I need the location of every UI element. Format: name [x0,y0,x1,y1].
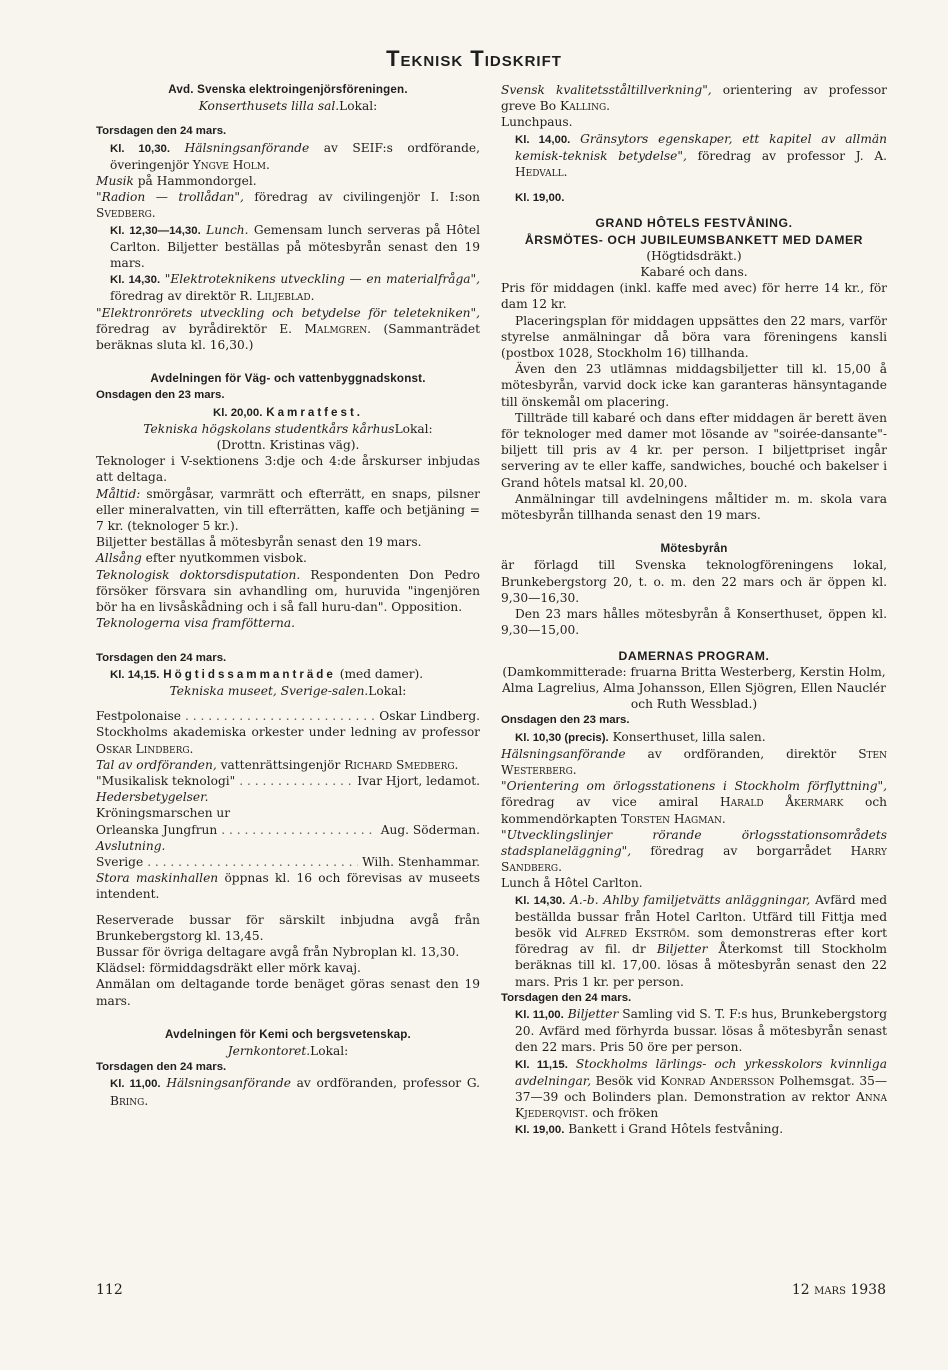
text: föredrag av direktör R. [110,289,257,304]
paragraph [96,189,480,221]
text: av SEIF:s ordförande, överingenjör [110,140,481,172]
paragraph [96,960,480,976]
time-line [501,189,887,206]
spacer [96,632,480,650]
text: Avfärd med beställda bussar från Hotel Carlton. Utfärd till Fittja med besök vid [515,892,888,940]
dot-leader [239,773,353,789]
italic-title: Allsång [96,551,142,566]
date-heading [501,990,887,1006]
paragraph [96,724,480,756]
text: Lokal: [339,99,378,114]
paragraph [96,534,480,550]
centered-line [96,683,480,699]
section-heading [96,371,480,387]
date-heading [96,1059,480,1075]
person-name: Yngve Holm. [192,157,270,172]
timed-entry [501,892,887,990]
italic-title: Musik [96,174,134,189]
person-name: Kalling. [559,99,611,114]
italic-title: Hälsningsanförande [501,746,626,761]
section-heading-caps [501,648,887,664]
date-heading [96,123,480,139]
text: Biljetter beställas å mötesbyrån senast den 19 mars. [96,535,422,550]
text: (Sammanträdet beräknas sluta kl. 16,30.) [96,321,480,353]
italic-title: "Elektroteknikens utveckling — en materialfråga", [164,272,480,287]
section-heading [96,1027,480,1043]
text: föredrag av civilingenjör I. I:son [243,190,480,205]
italic-title: Tekniska museet, Sverige-salen. [169,683,369,698]
program-row [96,822,480,838]
italic-title: Stora maskinhallen [96,871,219,886]
text: Besök vid [591,1073,661,1088]
text: och kommendörkapten [501,795,887,826]
paragraph [501,114,887,130]
heading-text: Torsdagen den 24 mars. [96,1061,227,1074]
time-label: Kl. 14,30. [515,894,566,907]
time-label: Kl. 20,00. [212,406,263,419]
time-label: Kl. 14,30. [110,274,161,287]
italic-title: Hälsningsanförande [184,140,310,155]
text: Polhemsgat. 35—37—39 och Bolinders plan. Demonstration av rektor [515,1073,888,1104]
spacer [96,353,480,371]
program-performer: Wilh. Stenhammar. [362,854,480,869]
timed-entry [501,1006,887,1056]
text: efter nyutkommen visbok. [141,551,307,566]
heading-text: Mötesbyrån [660,542,728,556]
section-heading-caps [501,215,887,231]
centered-line [96,98,480,114]
time-label: Kl. 12,30—14,30. [110,224,201,237]
text: (Drottn. Kristinas väg). [216,438,360,453]
program-performer: Ivar Hjort, ledamot. [357,773,480,788]
paragraph [96,453,480,485]
spacer [501,639,887,648]
time-label: Kl. 10,30. [110,142,171,155]
text: (Damkommitterade: fruarna Britta Westerberg, Kerstin Holm, Alma Lagrelius, Alma Johansson, Ellen Sjögren, Ellen Nauclér och Ruth Wessblad.) [502,664,886,712]
italic-title: "Radion — trollådan", [96,190,244,205]
text: av ordföranden, professor G. [290,1076,480,1091]
paragraph [96,550,480,566]
paragraph [96,567,480,616]
text: lösas å mötesbyrån senast den 22 mars. Pris 1 kr. per person. [515,958,888,989]
text: Samling vid S. T. F:s hus, Brunkebergstorg 20. Avfärd med förhyrda bussar. [515,1006,887,1039]
centered-line [501,248,887,264]
text: Lunchpaus. [501,115,573,130]
paragraph [96,305,480,354]
text: Gemensam lunch serveras på Hôtel Carlton. Biljetter beställas på mötesbyrån senast den 19 mars. [110,222,480,271]
italic-title: Hälsningsanförande [166,1076,291,1091]
dot-leader [147,854,358,870]
program-item: Festpolonaise [96,709,182,724]
text: som demonstreras efter kort föredrag av fil. dr [515,925,888,957]
time-label: Kl. 14,15. [110,668,160,681]
text: Anmälningar till avdelningens måltider m. m. skola vara mötesbyrån tillhanda senast den 19 mars. [501,491,887,523]
paragraph [501,778,887,827]
person-name: Sten Westerberg. [501,746,887,777]
italic-title: Svensk kvalitetsståltillverkning", [501,83,712,97]
person-name: Hedvall. [515,165,568,180]
heading-text: Torsdagen den 24 mars. [96,125,227,138]
paragraph [96,944,480,960]
text: föredrag av vice amiral [501,795,720,810]
page-number: 112 [96,1282,123,1298]
time-label: Kl. 10,30 (precis). [515,731,609,744]
person-name: Harald Åkermark [719,795,844,810]
person-name: Konrad Andersson [660,1073,775,1088]
section-heading [501,541,887,557]
program-row [96,854,480,870]
italic-title: Teknologisk doktorsdisputation. [96,567,301,582]
dot-leader [221,822,376,838]
heading-text: GRAND HÔTELS FESTVÅNING. [595,216,793,231]
centered-line [96,1043,480,1059]
text: Bussar för övriga deltagare avgå från Nybroplan kl. 13,30. [96,944,460,959]
text: Reserverade bussar för särskilt inbjudna avgå från Brunkebergstorg kl. 13,45. [96,912,480,943]
text: öppnas kl. 16 och förevisas av museets intendent. [96,871,480,902]
journal-masthead [0,46,948,72]
centered-line [501,664,887,713]
program-item: Orleanska Jungfrun [96,822,218,837]
text: föredrag av borgarrådet [631,843,851,858]
italic-title: Tekniska högskolans studentkårs kårhus [143,421,395,436]
italic-title: Biljetter [656,942,708,957]
timed-entry [501,131,887,181]
spaced-title: Kamratfest. [266,405,364,419]
text: Kröningsmarschen ur [96,806,231,821]
text: Kabaré och dans. [640,265,748,280]
time-label: Kl. 19,00. [515,192,565,205]
timed-entry [501,1056,887,1122]
spacer [501,180,887,189]
italic-title: "Utvecklingslinjer rörande örlogsstationsområdets stadsplaneläggning", [501,827,887,858]
timed-entry [96,271,480,304]
centered-line [501,264,887,280]
italic-title: Gränsytors egenskaper, ett kapitel av allmän kemisk-teknisk betydelse", [515,131,888,163]
text: smörgåsar, varmrätt och efterrätt, en snaps, pilsner eller mineralvatten, vin till efterrätten, kaffe och betjäning = 7 kr. (teknologer 5 kr.). [96,486,480,534]
person-name: Oskar Lindberg. [96,741,194,756]
paragraph [96,912,480,944]
paragraph [96,615,480,631]
paragraph [96,976,480,1008]
italic-title: Teknologerna visa framfötterna. [96,616,296,631]
timed-entry [96,140,480,173]
paragraph [96,789,480,805]
person-name: Bring. [110,1093,149,1108]
time-label: Kl. 11,00. [515,1008,564,1021]
text: är förlagd till Svenska teknologföreningens lokal, Brunkebergstorg 20, t. o. m. den 22 mars och är öppen kl. 9,30—16,30. [501,558,887,605]
paragraph [501,410,887,491]
date-heading [96,387,480,403]
text: Placeringsplan för middagen uppsättes den 22 mars, varför styrelse anmälningar då böra vara föreningens kansli (postbox 1028, Stockholm 16) tillhanda. [501,313,887,361]
spacer [96,699,480,708]
date-heading [96,650,480,666]
program-row [96,708,480,724]
text: lösas å mötesbyrån senast den 22 mars. Pris 50 öre per person. [515,1024,887,1055]
right-column [501,82,887,1139]
person-name: Liljeblad. [256,289,315,304]
paragraph [501,82,887,114]
text: Stockholms akademiska orkester under ledning av professor [96,725,480,740]
time-label: Kl. 11,15. [515,1058,568,1071]
paragraph [501,361,887,410]
paragraph [501,557,887,606]
heading-text: Torsdagen den 24 mars. [501,991,632,1004]
italic-title: Konserthusets lilla sal. [198,99,340,114]
section-heading [96,82,480,98]
text: föredrag av professor J. A. [686,148,888,163]
italic-title: "Orientering om örlogsstationens i Stockholm förflyttning", [501,779,887,794]
italic-title: Avslutning. [96,838,166,853]
left-column [96,82,480,1109]
person-name: Harry Sandberg. [501,843,887,875]
text: Lunch å Hôtel Carlton. [501,876,643,891]
paragraph [501,746,887,778]
text: Tillträde till kabaré och dans efter middagen är berett även för teknologer med damer mot lösande av "soirée-dansante"-biljett till pris av 4 kr. per person. I biljettpriset ingår servering av te eller kaffe, sandwiches, bouché och bakelser i Grand hôtels matsal kl. 20,00. [501,410,887,490]
program-performer: Oskar Lindberg. [379,709,480,724]
timed-entry [96,1075,480,1108]
person-name: Malmgren. [304,321,371,336]
heading-text: Onsdagen den 23 mars. [96,389,225,402]
timed-entry [96,222,480,272]
heading-text: Avdelningen för Kemi och bergsvetenskap. [165,1027,411,1041]
program-row [96,773,480,789]
paragraph [501,491,887,523]
timed-entry [501,1121,887,1138]
text: Lokal: [394,421,433,436]
italic-title: Tal av ordföranden, [96,757,217,772]
text: föredrag av byrådirektör E. [96,321,305,336]
text: vattenrättsingenjör [216,757,345,772]
timed-entry [96,666,480,683]
text: Klädsel: förmiddagsdräkt eller mörk kavaj. [96,961,361,976]
paragraph [501,827,887,876]
italic-title: Stockholms lärlings- och yrkesskolors kvinnliga avdelningar, [515,1056,887,1088]
text: av ordföranden, direktör [625,746,859,761]
spacer [96,114,480,123]
italic-title: Biljetter [567,1006,619,1021]
time-label: Kl. 11,00. [110,1078,161,1091]
program-item: Sverige [96,854,144,869]
spacer [501,523,887,541]
program-performer: Aug. Söderman. [380,822,480,837]
paragraph [501,313,887,362]
italic-title: A.-b. Ahlby familjetvätts anläggningar, [570,892,811,907]
date-heading [501,712,887,728]
text: Anmälan om deltagande torde benäget göras senast den 19 mars. [96,977,480,1008]
italic-title: Jernkontoret. [227,1043,311,1058]
paragraph [96,757,480,773]
text: Teknologer i V-sektionens 3:dje och 4:de årskurser inbjudas att deltaga. [96,454,480,485]
paragraph [501,875,887,891]
text: Bankett i Grand Hôtels festvåning. [568,1122,784,1137]
paragraph [96,805,480,821]
paragraph [501,606,887,638]
person-name: Anna Kjederqvist. [515,1089,887,1121]
timed-entry [501,729,887,746]
centered-event [96,404,480,421]
heading-text: Onsdagen den 23 mars. [501,714,630,727]
heading-text: Torsdagen den 24 mars. [96,651,227,664]
spacer [96,1009,480,1027]
centered-line [96,437,480,453]
issue-date: 12 mars 1938 [791,1282,886,1298]
text: Den 23 mars hålles mötesbyrån å Konserthuset, öppen kl. 9,30—15,00. [501,607,887,638]
time-label: Kl. 14,00. [515,133,571,146]
text: Pris för middagen (inkl. kaffe med avec) för herre 14 kr., för dam 12 kr. [501,281,887,312]
paragraph [96,173,480,189]
text: Respondenten Don Pedro försöker försvara sin avhandling om, huruvida "ingenjören bör ha en livsåskådning och i så fall huru-dan". Opposition. [96,567,480,615]
section-heading-caps [501,232,887,248]
spacer [501,206,887,215]
heading-text: Avdelningen för Väg- och vattenbyggnadskonst. [150,372,426,386]
italic-title: "Elektronrörets utveckling och betydelse för teletekniken", [96,305,480,320]
paragraph [96,486,480,535]
person-name: Torsten Hagman. [621,811,726,826]
text: Konserthuset, lilla salen. [612,729,766,744]
spaced-title: Högtidssammanträde [163,667,336,681]
paragraph [96,838,480,854]
heading-text: Avd. Svenska elektroingenjörsföreningen. [168,83,408,96]
centered-line [96,421,480,437]
italic-title: Lunch. [206,222,249,237]
dot-leader [185,708,375,724]
text: Återkomst till Stockholm beräknas till kl. 17,00. [515,942,887,973]
italic-title: Måltid: [96,486,141,501]
text: Lokal: [310,1043,349,1058]
italic-title: Hedersbetygelser. [96,790,209,805]
paragraph [96,870,480,902]
text: på Hammondorgel. [133,174,257,189]
heading-text: DAMERNAS PROGRAM. [618,648,770,663]
heading-text: ÅRSMÖTES- OCH JUBILEUMSBANKETT MED DAMER [524,232,864,247]
text: Lokal: [368,683,407,698]
person-name: Alfred Ekström. [585,925,690,940]
journal-title: Teknisk Tidskrift [386,46,562,71]
person-name: Richard Smedberg. [344,757,459,772]
spacer [96,903,480,912]
time-label: Kl. 19,00. [515,1124,565,1137]
text: (med damer). [339,666,424,681]
person-name: Svedberg. [96,206,156,221]
text: och fröken [588,1106,659,1121]
text: (Högtidsdräkt.) [646,248,742,263]
text: Även den 23 utlämnas middagsbiljetter till kl. 15,00 å mötesbyrån, varvid dock icke kan garanteras hänsyntagande till önskemål om placering. [501,362,887,409]
paragraph [501,280,887,312]
text: orientering av professor greve Bo [501,83,887,114]
program-item: "Musikalisk teknologi" [96,773,236,788]
